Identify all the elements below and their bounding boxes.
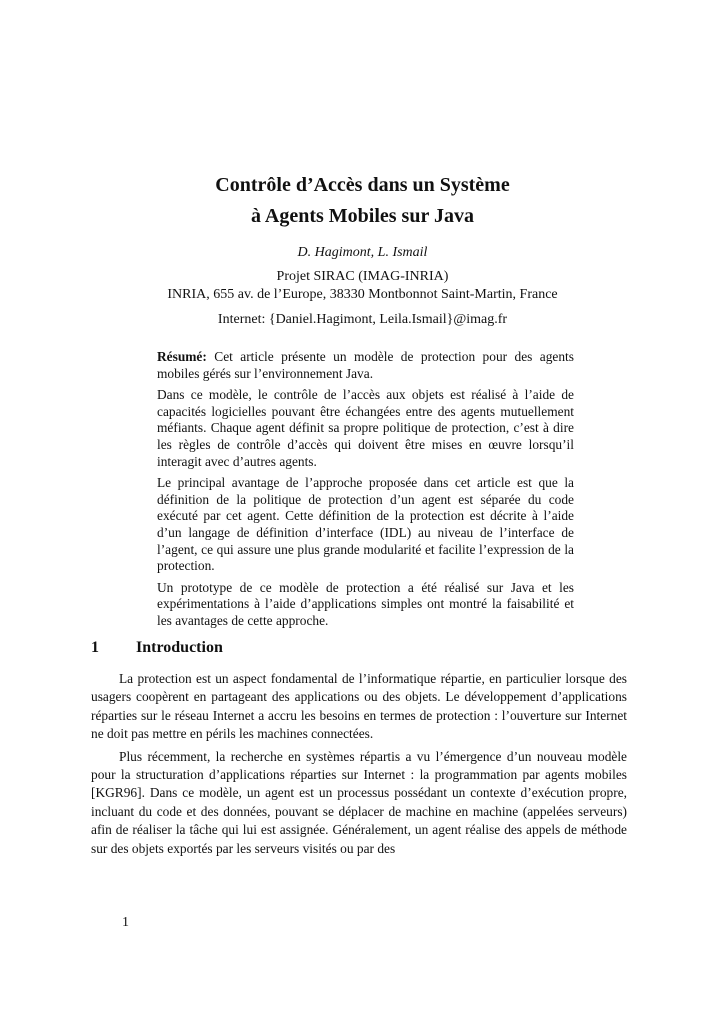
affiliation-line-1: Projet SIRAC (IMAG-INRIA) [276, 269, 449, 284]
section-title: Introduction [136, 639, 223, 656]
abstract-label: Résumé: [157, 349, 207, 364]
abstract-paragraph-2: Dans ce modèle, le contrôle de l’accès aux objets est réalisé à l’aide de capacités logicielles pouvant être échangées entre des agents mutuellement méfiants. Chaque agent définit sa propre politique de protection, c’est à dire les règles de contrôle d’accès qui doivent être mises en œuvre lorsqu’il interagit avec d’autres agents. [157, 387, 574, 469]
abstract-paragraph-4: Un prototype de ce modèle de protection a été réalisé sur Java et les expérimentations à l’aide d’applications simples ont montré la faisabilité et les avantages de cette approche. [157, 579, 574, 628]
authors: D. Hagimont, L. Ismail [297, 245, 428, 260]
page-number: 1 [122, 915, 129, 930]
body-paragraph-1: La protection est un aspect fondamental de l’informatique répartie, en particulier lorsque des usagers coopèrent en partageant des applications ou des objets. Le développement d’applications réparties sur le réseau Internet a accru les besoins en termes de protection : l’ouverture sur Internet ne doit pas mettre en périls les machines connectées. [91, 671, 627, 742]
title-line-1: Contrôle d’Accès dans un Système [215, 174, 510, 196]
affiliation [0, 268, 725, 304]
abstract-text-1: Cet article présente un modèle de protection pour des agents mobiles gérés sur l’environnement Java. [157, 349, 574, 381]
abstract-paragraph-1 [157, 349, 574, 382]
section-body [91, 670, 627, 862]
affiliation-line-2: INRIA, 655 av. de l’Europe, 38330 Montbonnot Saint-Martin, France [167, 287, 558, 302]
paper-title [0, 170, 725, 232]
abstract [157, 349, 574, 635]
body-paragraph-2: Plus récemment, la recherche en systèmes répartis a vu l’émergence d’un nouveau modèle pour la structuration d’applications réparties sur Internet : la programmation par agents mobiles [KGR96]. Dans ce modèle, un agent est un processus possédant un contexte d’exécution propre, incluant du code et des données, pouvant se déplacer de machine en machine (appelées serveurs) afin de réaliser la tâche qui lui est assignée. Généralement, un agent réalise des appels de méthode sur des objets exportés par les serveurs visités ou par des [91, 748, 627, 856]
abstract-paragraph-3: Le principal avantage de l’approche proposée dans cet article est que la définition de la politique de protection d’un agent est séparée du code exécuté par cet agent. Cette définition de la protection est décrite à l’aide d’un langage de définition d’interface (IDL) au niveau de l’interface de l’agent, ce qui assure une plus grande modularité et facilite l’expression de la protection. [157, 475, 574, 574]
section-heading [91, 638, 223, 658]
section-number: 1 [91, 639, 99, 656]
contact-email: Internet: {Daniel.Hagimont, Leila.Ismail}@imag.fr [217, 312, 508, 327]
title-line-2: à Agents Mobiles sur Java [251, 205, 474, 227]
